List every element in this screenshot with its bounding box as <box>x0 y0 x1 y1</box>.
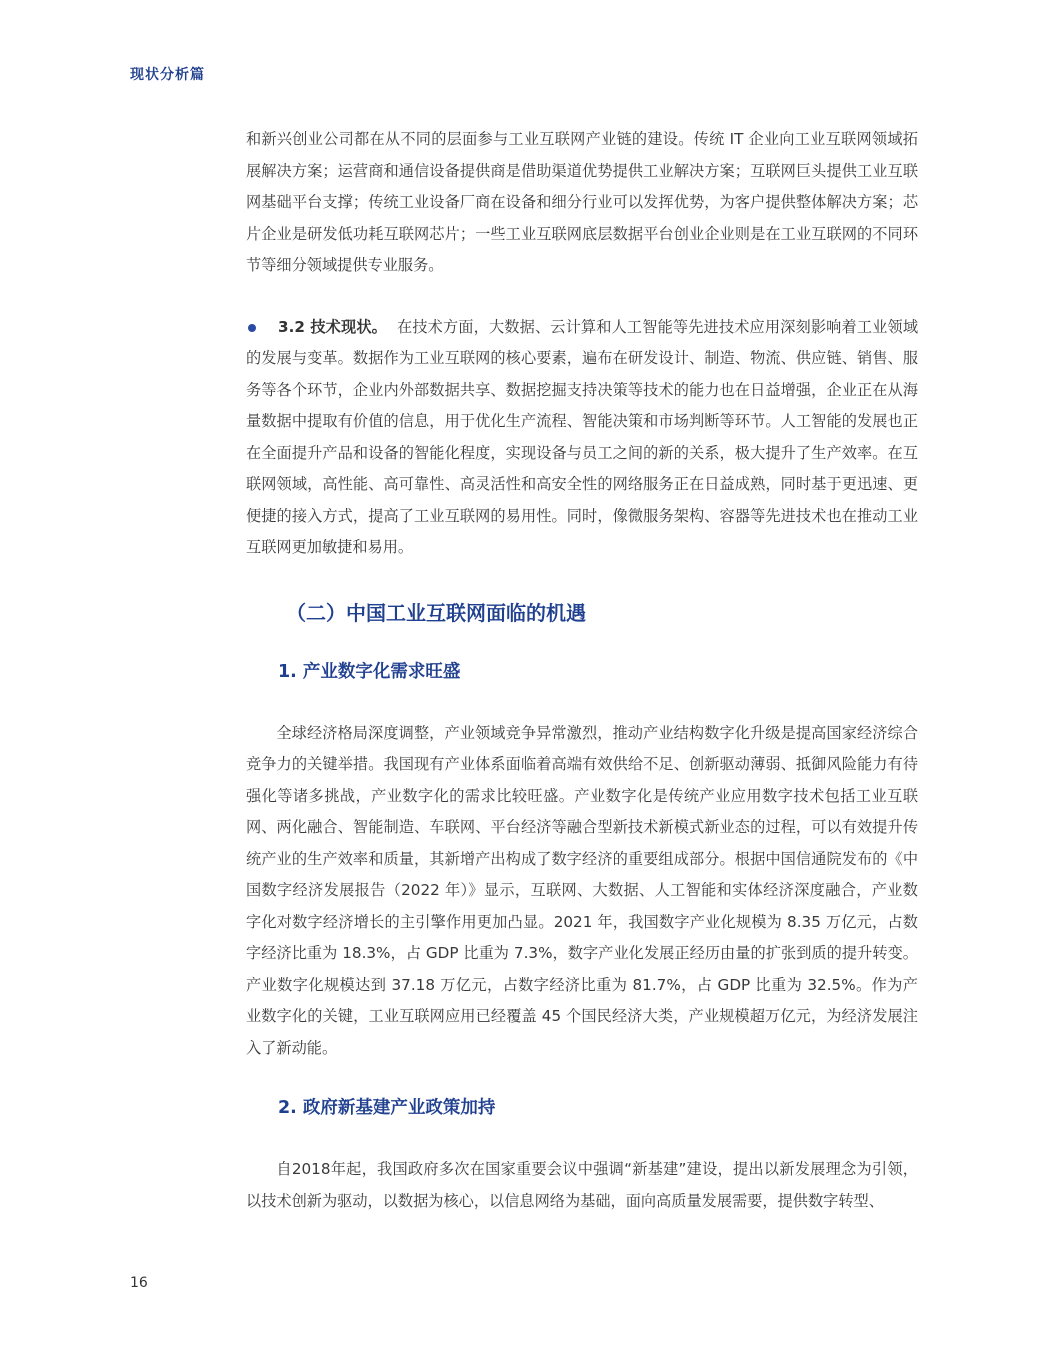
tech-status-body: 在技术方面，大数据、云计算和人工智能等先进技术应用深刻影响着工业领域的发展与变革。数据作为工业互联网的核心要素，遍布在研发设计、制造、物流、供应链、销售、服务等各个环节，企业内外部数据共享、数据挖掘支持决策等技术的能力也在日益增强，企业正在从海量数据中提取有价值的信息，用于优化生产流程、智能决策和市场判断等环节。人工智能的发展也正在全面提升产品和设备的智能化程度，实现设备与员工之间的新的关系，极大提升了生产效率。在互联网领域，高性能、高可靠性、高灵活性和高安全性的网络服务正在日益成熟，同时基于更迅速、更便捷的接入方式，提高了工业互联网的易用性。同时，像微服务架构、容器等先进技术也在推动工业互联网更加敏捷和易用。 <box>246 317 918 556</box>
subheading-digitalization-demand: 1. 产业数字化需求旺盛 <box>278 661 461 682</box>
body-paragraph-new-infrastructure-policy: 自2018年起，我国政府多次在国家重要会议中强调“新基建”建设，提出以新发展理念为引领，以技术创新为驱动，以数据为核心，以信息网络为基础，面向高质量发展需要，提供数字转型、 <box>246 1160 918 1210</box>
running-header: 现状分析篇 <box>130 67 205 83</box>
subheading-new-infrastructure-policy: 2. 政府新基建产业政策加持 <box>278 1098 496 1118</box>
tech-status-title: 3.2 技术现状。 <box>278 317 387 336</box>
page-number: 16 <box>130 1275 148 1291</box>
body-paragraph-industry-participants: 和新兴创业公司都在从不同的层面参与工业互联网产业链的建设。传统 IT 企业向工业互联网领域拓展解决方案；运营商和通信设备提供商是借助渠道优势提供工业解决方案；互联网巨头提供工业互联网基础平台支撑；传统工业设备厂商在设备和细分行业可以发挥优势，为客户提供整体解决方案；芯片企业是研发低功耗互联网芯片；一些工业互联网底层数据平台创业企业则是在工业互联网的不同环节等细分领域提供专业服务。 <box>246 130 918 274</box>
body-paragraph-digitalization-demand: 全球经济格局深度调整，产业领域竞争异常激烈，推动产业结构数字化升级是提高国家经济综合竞争力的关键举措。我国现有产业体系面临着高端有效供给不足、创新驱动薄弱、抵御风险能力有待强化等诸多挑战，产业数字化的需求比较旺盛。产业数字化是传统产业应用数字技术包括工业互联网、两化融合、智能制造、车联网、平台经济等融合型新技术新模式新业态的过程，可以有效提升传统产业的生产效率和质量，其新增产出构成了数字经济的重要组成部分。根据中国信通院发布的《中国数字经济发展报告（2022 年）》显示，互联网、大数据、人工智能和实体经济深度融合，产业数字化对数字经济增长的主引擎作用更加凸显。2021 年，我国数字产业化规模为 8.35 万亿元，占数字经济比重为 18.3%，占 GDP 比重为 7.3%，数字产业化发展正经历由量的扩张到质的提升转变。产业数字化规模达到 37.18 万亿元，占数字经济比重为 81.7%，占 GDP 比重为 32.5%。作为产业数字化的关键，工业互联网应用已经覆盖 45 个国民经济大类，产业规模超万亿元，为经济发展注入了新动能。 <box>246 723 918 1057</box>
tech-status-paragraph <box>246 312 918 564</box>
page-content <box>246 124 918 1217</box>
tech-status-block <box>246 312 918 564</box>
section-heading-opportunities: （二）中国工业互联网面临的机遇 <box>286 600 586 625</box>
bullet-dot-icon <box>248 324 256 332</box>
